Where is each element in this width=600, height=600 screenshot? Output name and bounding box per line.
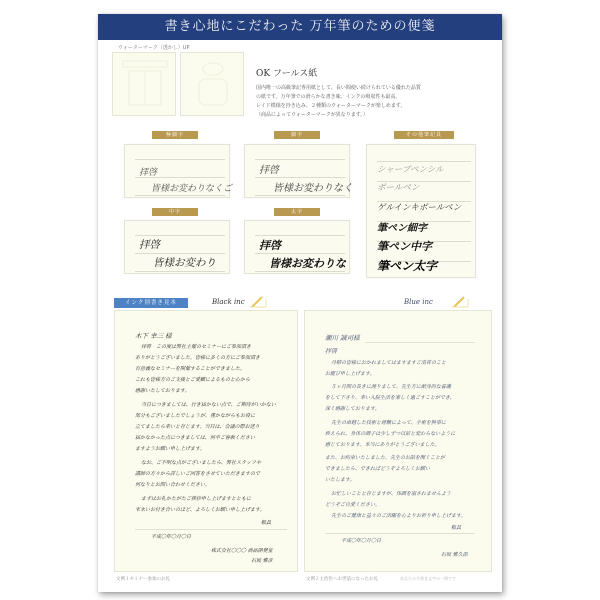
- letter-line: 講師の方々から詳しいご回答をさせていただきますので: [135, 471, 261, 477]
- letter-line: 立てましたら幸いと存じます。当日は、会議の際お送り: [135, 424, 260, 430]
- watermark-caption: ウォーターマーク（透かし）UP: [118, 45, 190, 51]
- rule-line: [255, 195, 345, 196]
- letter-addressee: 木下 幸三 様: [135, 332, 172, 340]
- blue-letter-caption: 文例２主治医へお世話になったお礼: [306, 577, 378, 582]
- letter-date: 平成〇年〇月〇日: [341, 538, 382, 544]
- letter-date: 平成〇年〇月〇日: [151, 534, 192, 540]
- nib-sample-card-medium: [124, 220, 230, 274]
- black-ink-letter-sample: [114, 310, 298, 572]
- letter-line: なお、ご不明な点がございましたら、弊社スタッフや: [141, 460, 262, 466]
- tool-sample-ballpoint: ボールペン: [377, 183, 420, 193]
- letter-line: いたします。: [325, 477, 355, 483]
- nib-tag-extra-fine: 極細字: [152, 131, 198, 139]
- letter-line: 感謝いたしております。: [135, 388, 190, 394]
- letter-line: 何なりとお問い合わせください。: [135, 482, 211, 488]
- nib-tag-medium: 中字: [152, 208, 198, 216]
- letter-line: ますようお願い申し上げます。: [135, 446, 205, 452]
- nib-sample-card-extra-fine: [124, 144, 233, 198]
- letter-line: 感じております。本当にありがとうございました。: [325, 442, 440, 448]
- letter-line: 丹精の皆様におかれましてはますますご清祥のこと: [331, 360, 447, 366]
- letter-line: 部分もございましたでしょうが、僅かながらもお役に: [135, 413, 256, 419]
- stationery-sheet: [98, 14, 502, 592]
- rule-line: [135, 271, 225, 272]
- letter-sender-name: 石坂 雅彦: [251, 558, 273, 564]
- letter-addressee: 瀬川 誠司様: [325, 334, 360, 342]
- letter-line: ありがとうございました。皆様に多くの方にご参加頂き: [135, 355, 261, 361]
- tool-sample-mechanical-pencil: シャープペンシル: [377, 165, 444, 175]
- nib-sample-card-bold: [244, 220, 350, 274]
- letter-line: また、お約束いたしました、先生のお話を聞くことが: [325, 455, 446, 461]
- handwriting-line: 皆様お変わりな: [269, 257, 346, 270]
- blue-ink-label: Blue inc: [404, 298, 433, 306]
- blue-ink-letter-sample: [304, 310, 492, 572]
- handwriting-line: 拝啓: [139, 239, 160, 251]
- paper-description-line: （商品によってウォーターマークが異なります。）: [256, 112, 368, 118]
- paper-description: [256, 84, 488, 120]
- letter-line: できましたら、できればどうぞよろしくお願い: [325, 466, 431, 472]
- letter-line: 深く感謝しております。: [325, 406, 380, 412]
- ink-samples-tag: インク別書き見本: [114, 298, 188, 308]
- letter-line: どうぞご自愛ください。: [325, 502, 381, 508]
- watermark-pattern-icon: [181, 53, 245, 117]
- tool-sample-brush-fine: 筆ペン細字: [377, 223, 427, 234]
- rule-line: [135, 159, 225, 160]
- letter-line: 当日につきましては、行き届かない点で、ご期待がいかない: [141, 402, 276, 408]
- watermark-pattern-icon: [113, 53, 177, 117]
- handwriting-line: 拝啓: [139, 168, 158, 178]
- letter-sender-name: 石坂 雅久郎: [441, 552, 468, 558]
- letter-closing: 敬具: [261, 520, 272, 526]
- rule-line: [255, 159, 345, 160]
- letter-sender-company: 株式会社〇〇〇 商品開発室: [211, 548, 273, 554]
- rule-line: [325, 533, 475, 534]
- letter-line: これも皆様方のご支援とご愛顧によるものと心から: [135, 377, 251, 383]
- letter-line: 終えられ、身体の調子は少しずつ以前と変わらないように: [325, 431, 456, 437]
- handwriting-line: 拝啓: [259, 239, 281, 252]
- paper-name: OK フールス紙: [256, 69, 318, 79]
- watermark-sample-1: [112, 52, 176, 116]
- rule-line: [255, 253, 345, 254]
- handwriting-line: 拝啓: [259, 165, 279, 176]
- handwriting-line: 皆様お変わりなくご: [151, 184, 233, 194]
- handwriting-line: 皆様お変わりなく: [273, 183, 353, 194]
- rule-line: [255, 271, 345, 272]
- letter-line: お慶び申し上げます。: [325, 371, 375, 377]
- other-tools-tag: その他筆記具: [394, 131, 454, 139]
- fountain-pen-icon: [248, 295, 268, 309]
- tool-sample-brush-bold: 筆ペン太字: [377, 259, 438, 273]
- black-ink-label: Black inc: [212, 298, 245, 306]
- paper-description-line: の紙です。万年筆での滑らかな書き味、インクの吸収性も最高。: [256, 94, 401, 100]
- letter-line: 有意義なセミナーを開催することができました。: [135, 366, 246, 372]
- letter-line: をして下さり、幸い入院生活を楽しく過ごすことができ、: [325, 395, 455, 401]
- watermark-sample-2: [180, 52, 244, 116]
- letter-closing: 敬具: [451, 525, 462, 531]
- paper-description-line: 国内唯一の高級筆記専用紙として、長い間使い続けられている優れた品質: [256, 85, 421, 91]
- fountain-pen-icon: [450, 295, 470, 309]
- letter-line: 先生のご健康と益々のご活躍を心よりお祈り申し上げます。: [331, 513, 466, 519]
- letter-line: まずはお礼かたがたご挨拶申し上げますとともに: [141, 496, 252, 502]
- nib-tag-fine: 細字: [274, 131, 320, 139]
- handwriting-line: 皆様お変わり: [153, 257, 216, 269]
- page-title-banner: 書き心地にこだわった 万年筆のための便箋: [98, 14, 502, 40]
- letter-line: 先生の卓越した技術と経験によって、手術を無事に: [331, 420, 446, 426]
- letter-line: 末永いお付き合いのほど、よろしくお願い申し上げます。: [135, 507, 265, 513]
- other-tools-card: [366, 144, 476, 278]
- rule-line: [135, 195, 225, 196]
- paper-description-line: レイド模様を抄き込み、２種類のウォーターマークが楽しめます。: [256, 103, 406, 109]
- rule-line: [135, 529, 287, 530]
- letter-line: 拝啓 この度は弊社主催のセミナーにご参加頂き: [141, 344, 252, 350]
- letter-line: ５ヶ月間の長きに渡りまして、先生方に献身的な看護: [331, 384, 451, 390]
- blue-letter-caption-note: あなたの手書き文字の一例です: [400, 576, 456, 581]
- rule-line: [255, 235, 345, 236]
- black-letter-caption: 文例１セミナー参加のお礼: [116, 577, 170, 582]
- nib-tag-bold: 太字: [274, 208, 320, 216]
- rule-line: [365, 342, 475, 343]
- letter-line: お忙しいことと存じますが、体調を崩されませんよう: [331, 491, 452, 497]
- rule-line: [255, 177, 345, 178]
- tool-sample-brush-medium: 筆ペン中字: [377, 240, 432, 253]
- tool-sample-gel-ink: ゲルインキボールペン: [377, 203, 462, 213]
- letter-line: 届かなかった点につきましては、何卒ご容赦ください: [135, 435, 255, 441]
- letter-greeting: 拝啓: [325, 348, 338, 355]
- rule-line: [377, 161, 471, 162]
- rule-line: [135, 253, 225, 254]
- rule-line: [135, 235, 225, 236]
- nib-sample-card-fine: [244, 144, 353, 198]
